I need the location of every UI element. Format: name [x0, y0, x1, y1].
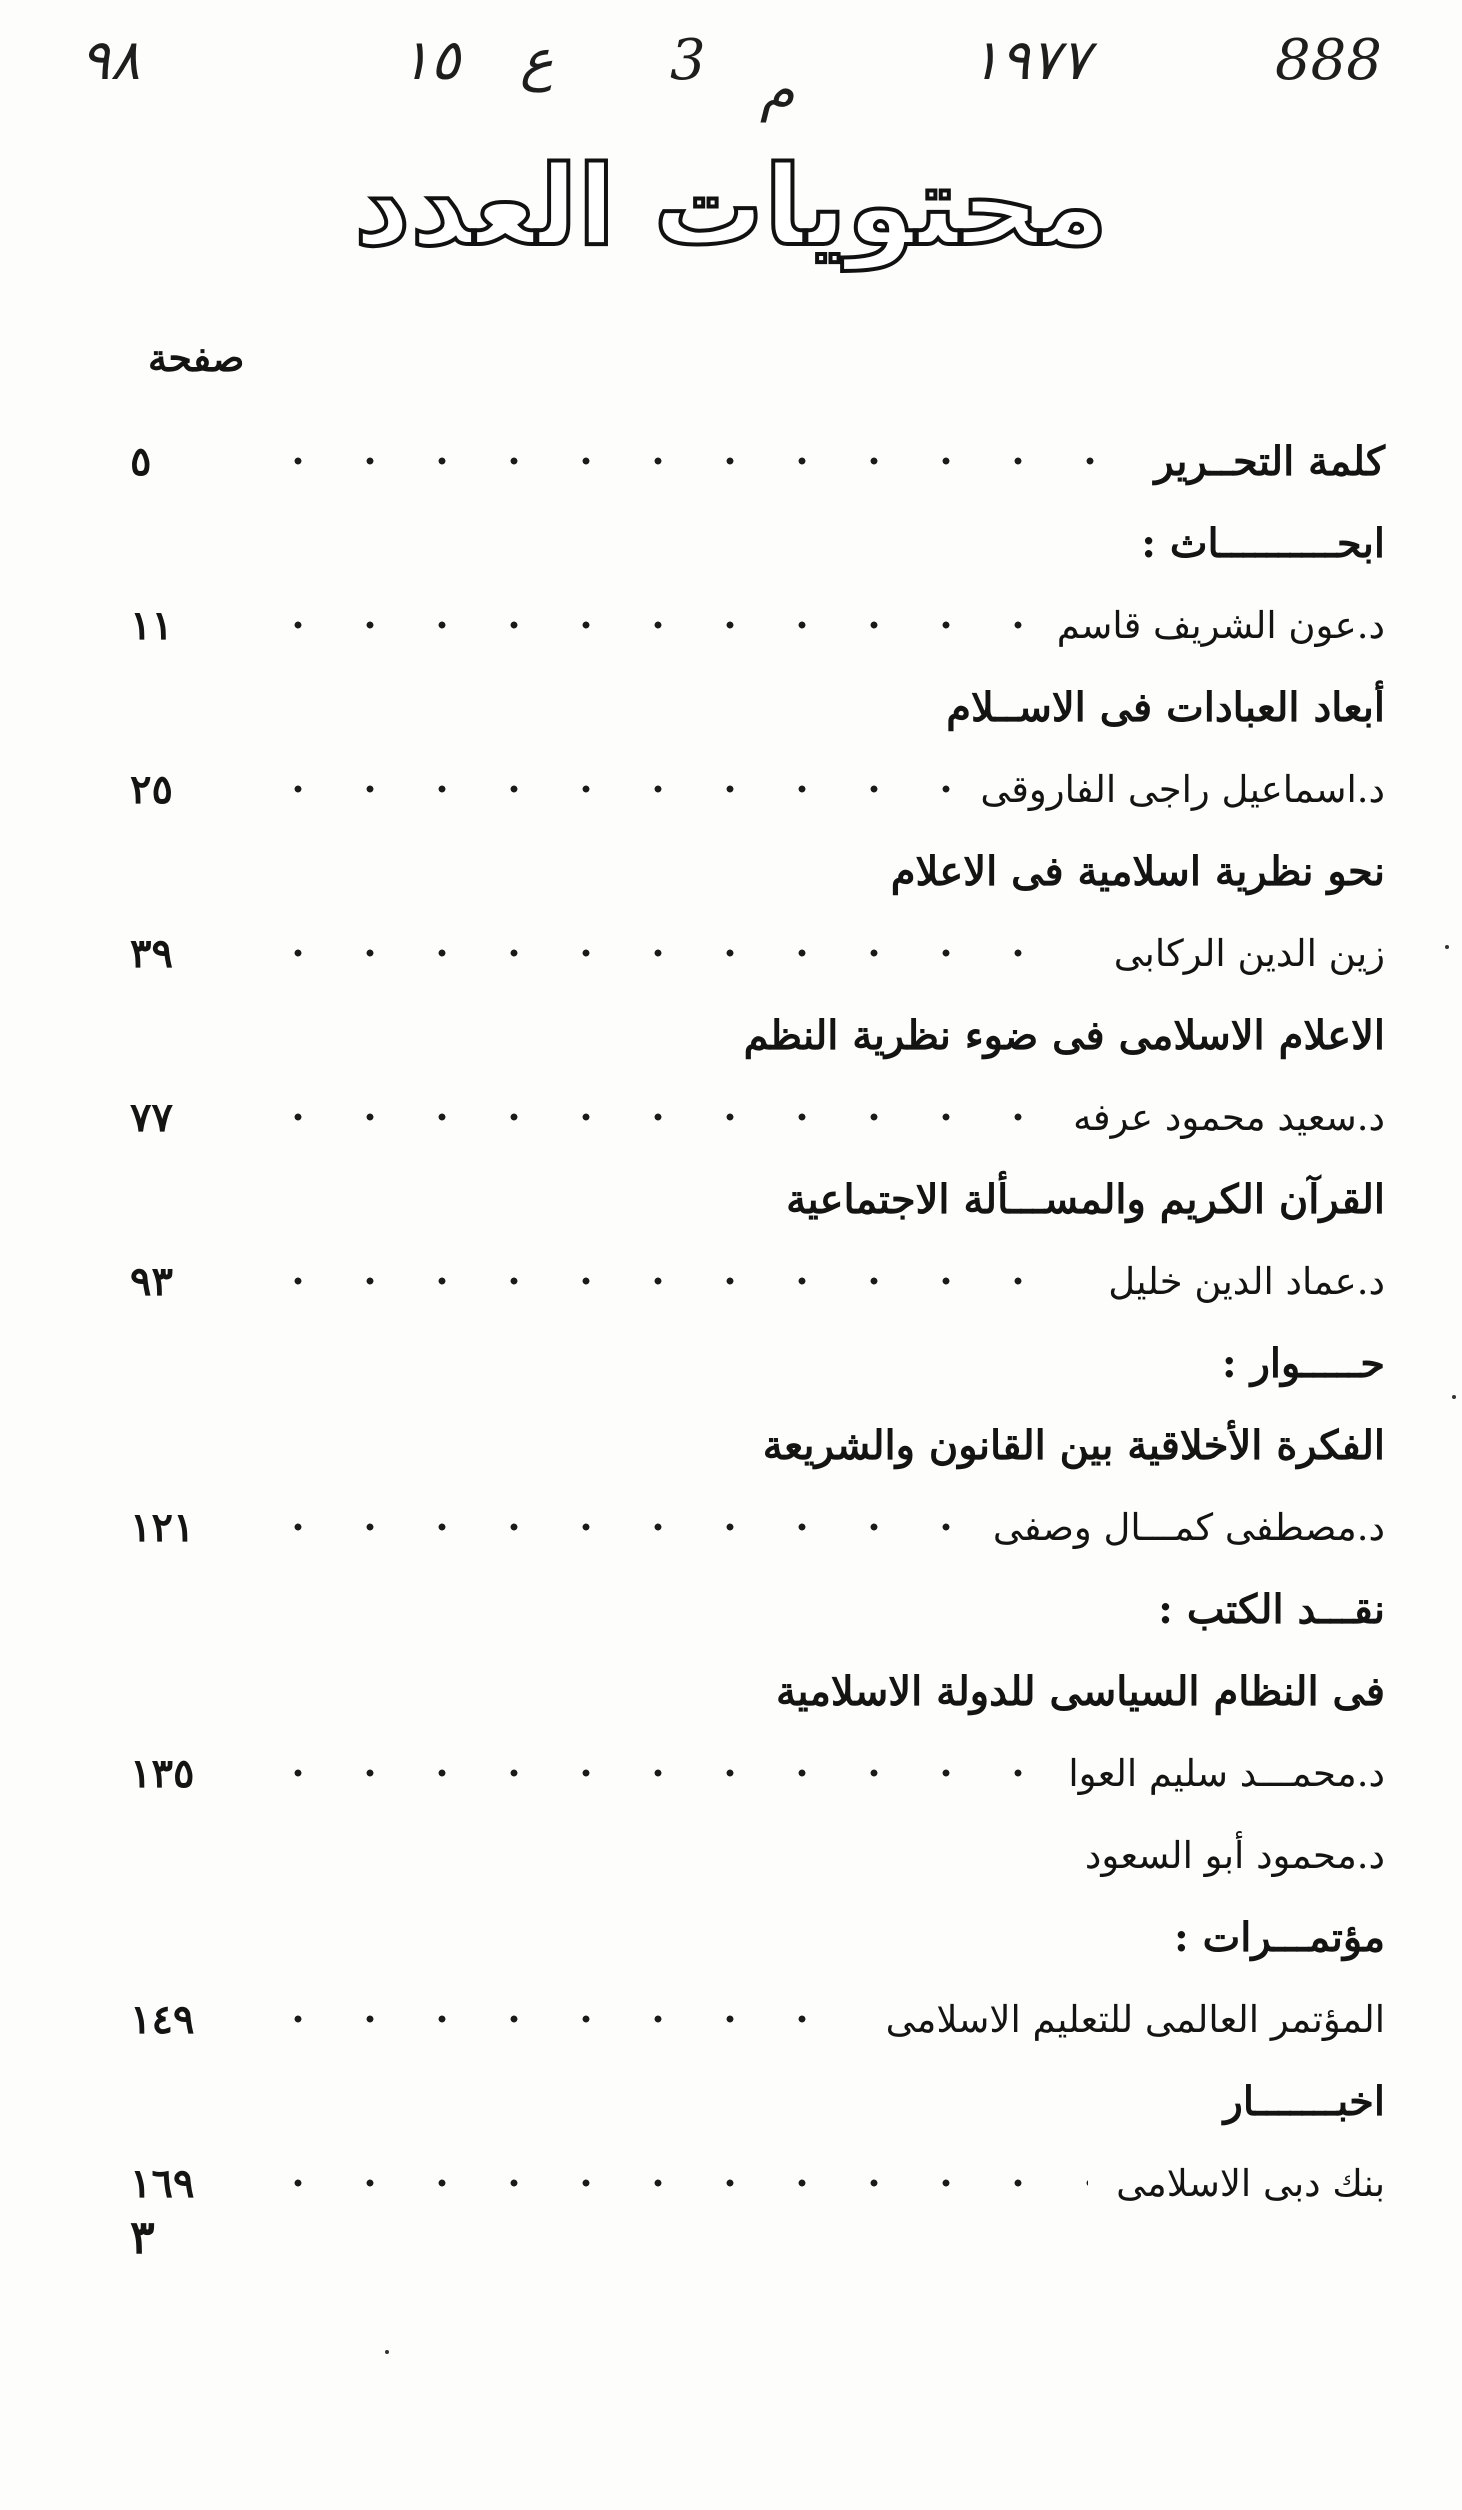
toc-author-row	[130, 912, 1385, 994]
toc-section-row	[130, 420, 1385, 502]
dot-leader	[262, 1768, 1040, 1778]
handwritten-note: ع	[520, 28, 554, 93]
page-title: محتويات العدد	[354, 142, 1108, 270]
toc-page-number: ١٦٩	[130, 2159, 195, 2207]
handwritten-note: م	[760, 58, 795, 123]
toc-page-number: ٥	[130, 437, 152, 485]
dot-leader	[262, 1276, 1080, 1286]
toc-author-row	[130, 584, 1385, 666]
toc-heading-row	[130, 1322, 1385, 1404]
toc-entry-text: حـــــوار :	[1221, 1339, 1385, 1387]
footer-page-number: ٣	[130, 2210, 155, 2264]
toc-heading-row	[130, 830, 1385, 912]
toc-heading-row	[130, 1404, 1385, 1486]
toc-entry-text: د.مصطفى كمـــال وصفى	[992, 1505, 1385, 1549]
toc-entry-text: نقـــد الكتب :	[1158, 1585, 1385, 1633]
dot-leader	[262, 948, 1086, 958]
scan-speck	[1445, 945, 1449, 949]
toc-entry-text: د.عون الشريف قاسم	[1056, 603, 1385, 647]
handwritten-note: 3	[670, 28, 706, 93]
scan-speck	[385, 2350, 389, 2354]
handwritten-note: ١٩٧٧	[970, 28, 1091, 93]
toc-entry-text: نحو نظرية اسلامية فى الاعلام	[890, 847, 1385, 895]
toc-heading-row	[130, 1896, 1385, 1978]
toc-entry-text: د.محمود أبو السعود	[1084, 1833, 1385, 1877]
toc-entry-text: فى النظام السياسى للدولة الاسلامية	[775, 1667, 1385, 1715]
toc-entry-text: القرآن الكريم والمســـألة الاجتماعية	[786, 1175, 1385, 1223]
toc-page-number: ١٣٥	[130, 1749, 195, 1797]
toc-author-row	[130, 1076, 1385, 1158]
toc-heading-row	[130, 666, 1385, 748]
toc-page-number: ١٤٩	[130, 1995, 195, 2043]
toc-author-row	[130, 1978, 1385, 2060]
toc-entry-text: زين الدين الركابى	[1113, 931, 1385, 975]
toc-author-row	[130, 1732, 1385, 1814]
toc-author-row	[130, 1814, 1385, 1896]
handwritten-note: 888	[1275, 28, 1382, 93]
toc-entry-text: د.سعيد محمود عرفه	[1073, 1095, 1385, 1139]
toc-entry-text: المؤتمر العالمى للتعليم الاسلامى	[885, 1997, 1385, 2041]
toc-author-row	[130, 1240, 1385, 1322]
toc-heading-row	[130, 2060, 1385, 2142]
toc-author-row	[130, 1486, 1385, 1568]
dot-leader	[262, 2014, 858, 2024]
toc-page-number: ٩٣	[130, 1257, 173, 1305]
toc-heading-row	[130, 1158, 1385, 1240]
toc-entry-text: د.عماد الدين خليل	[1108, 1259, 1385, 1303]
toc-page-number: ١١	[130, 601, 173, 649]
toc-author-row	[130, 748, 1385, 830]
toc-entry-text: اخبـــــــار	[1223, 2077, 1385, 2125]
toc-entry-text: أبعاد العبادات فى الاســلام	[946, 683, 1385, 731]
toc-page-number: ١٢١	[130, 1503, 195, 1551]
dot-leader	[262, 1522, 965, 1532]
toc-page-number: ٢٥	[130, 765, 173, 813]
toc-entry-text: ابحــــــــــاث :	[1141, 519, 1385, 567]
handwritten-note: ٩٨	[80, 28, 141, 93]
dot-leader	[262, 1112, 1045, 1122]
toc-entry-text: كلمة التحــرير	[1154, 437, 1385, 485]
handwritten-note: ١٥	[400, 28, 461, 93]
toc-entry-text: مؤتمـــرات :	[1173, 1913, 1385, 1961]
toc-heading-row	[130, 1568, 1385, 1650]
dot-leader	[262, 620, 1029, 630]
scan-speck	[1452, 1395, 1456, 1399]
dot-leader	[262, 784, 952, 794]
toc-page-number: ٣٩	[130, 929, 173, 977]
page-column-label: صفحة	[148, 335, 245, 380]
toc-heading-row	[130, 1650, 1385, 1732]
dot-leader	[262, 456, 1126, 466]
toc-entry-text: الفكرة الأخلاقية بين القانون والشريعة	[762, 1421, 1385, 1469]
toc-entry-text: الاعلام الاسلامى فى ضوء نظرية النظم	[743, 1011, 1385, 1059]
toc-heading-row	[130, 502, 1385, 584]
toc-entry-text: د.محمـــد سليم العوا	[1068, 1751, 1385, 1795]
table-of-contents	[130, 420, 1385, 2224]
toc-heading-row	[130, 994, 1385, 1076]
toc-page-number: ٧٧	[130, 1093, 173, 1141]
toc-entry-text: د.اسماعيل راجى الفاروقى	[980, 767, 1385, 811]
toc-entry-text: بنك دبى الاسلامى	[1116, 2161, 1385, 2205]
toc-author-row	[130, 2142, 1385, 2224]
dot-leader	[262, 2178, 1088, 2188]
handwritten-notes	[80, 28, 1382, 123]
